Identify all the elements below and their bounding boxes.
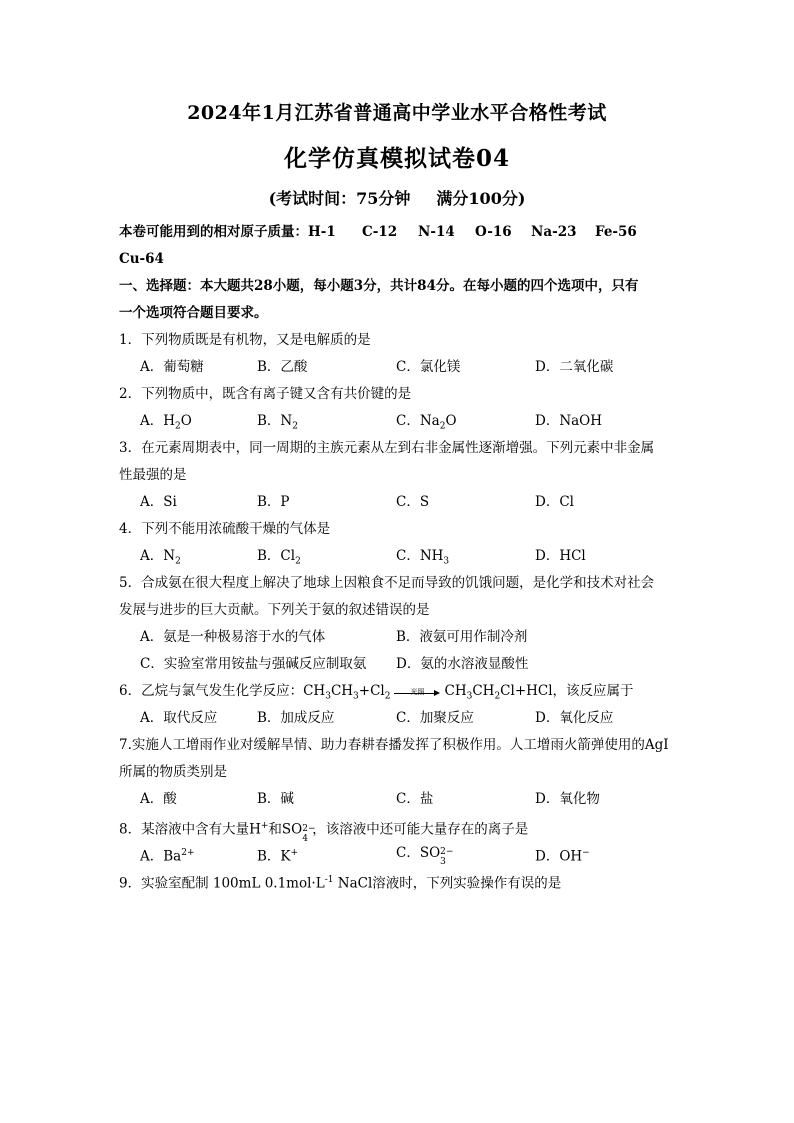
option-b: B．碱: [257, 791, 294, 807]
question-options: [119, 543, 679, 570]
question-stem: 5．合成氨在很大程度上解决了地球上因粮食不足而导致的饥饿问题，是化学和技术对社会: [119, 575, 655, 591]
question-stem: 8．某溶液中含有大量H+和SO 2− 4 ，该溶液中还可能大量存在的离子是: [119, 821, 529, 844]
option-b: B．加成反应: [257, 710, 335, 726]
option-a: A．取代反应: [140, 710, 218, 726]
question-stem: 3．在元素周期表中，同一周期的主族元素从左到右非金属性逐渐增强。下列元素中非金属: [119, 440, 655, 456]
question-stem: 发展与进步的巨大贡献。下列关于氨的叙述错误的是: [119, 602, 430, 618]
option-a: A．葡萄糖: [140, 359, 204, 375]
option-c: C．实验室常用铵盐与强碱反应制取氨: [140, 656, 367, 672]
option-b: B．乙酸: [257, 359, 308, 375]
question-stem: 9．实验室配制 100mL $0.1mol\cdot L^{-1}$ NaCl溶液时，下列实验操作有误的是: [119, 875, 562, 892]
reaction-condition: 光照: [410, 687, 425, 696]
atomic-mass-item: Cu-64: [119, 251, 164, 267]
reaction-arrow-icon: [394, 685, 440, 699]
question-stem: 6．乙烷与氯气发生化学反应：$CH_3CH_3+Cl_2$ 光照 $CH_3CH_2Cl+HCl$，该反应属于: [119, 678, 679, 705]
question-options: [119, 840, 679, 867]
option-d: D．氧化反应: [535, 710, 614, 726]
exam-title: 2024年1月江苏省普通高中学业水平合格性考试: [187, 102, 607, 124]
atomic-mass-label: 本卷可能用到的相对原子质量：: [119, 224, 308, 240]
option-c: C．S: [396, 494, 430, 510]
option-a: A．氨是一种极易溶于水的气体: [140, 629, 326, 645]
exam-time: (考试时间：75分钟: [268, 189, 411, 208]
atomic-mass-item: O-16: [475, 224, 512, 240]
option-d: D．HCl: [535, 548, 586, 564]
question-stem: 4．下列不能用浓硫酸干燥的气体是: [119, 521, 331, 537]
atomic-mass-item: C-12: [362, 224, 398, 240]
question-options: [119, 651, 679, 678]
full-score: 满分100分): [436, 189, 526, 208]
question-stem: 2．下列物质中，既含有离子键又含有共价键的是: [119, 386, 412, 402]
question-stem: 1．下列物质既是有机物，又是电解质的是: [119, 332, 371, 348]
option-a: A．$Ba^{2+}$: [140, 848, 195, 865]
section-heading: 一个选项符合题目要求。: [119, 305, 268, 321]
option-c: C．加聚反应: [396, 710, 474, 726]
option-a: A．酸: [140, 791, 177, 807]
option-c: C．盐: [396, 791, 434, 807]
option-d: D．Cl: [535, 494, 574, 510]
question-options: [119, 786, 679, 813]
option-a: A．Si: [140, 494, 177, 510]
option-d: D．NaOH: [535, 413, 603, 429]
option-b: B．液氨可用作制冷剂: [396, 629, 528, 645]
exam-subtitle: 化学仿真模拟试卷04: [283, 145, 510, 172]
question-options: [119, 354, 679, 381]
option-b: B．$N_2$: [257, 413, 298, 432]
atomic-mass-line: [119, 219, 679, 246]
atomic-mass-item: Fe-56: [595, 224, 637, 240]
option-d: D．OH−: [535, 848, 590, 865]
option-c: C．氯化镁: [396, 359, 461, 375]
option-c: C．$Na_2O$: [396, 413, 457, 432]
question-stem: 所属的物质类别是: [119, 764, 227, 780]
section-heading: 一、选择题：本大题共28小题，每小题3分，共计84分。在每小题的四个选项中，只有: [119, 278, 639, 294]
question-options: [119, 624, 679, 651]
option-c: C．$NH_3$: [396, 548, 450, 567]
exam-body: [119, 219, 679, 894]
question-stem: 性最强的是: [119, 467, 187, 483]
exam-info: [0, 186, 794, 209]
option-d: D．二氧化碳: [535, 359, 614, 375]
question-stem: 7.实施人工增雨作业对缓解旱情、助力春耕春播发挥了积极作用。人工增雨火箭弹使用的AgI: [119, 737, 669, 753]
option-a: A．$N_2$: [140, 548, 181, 567]
option-b: B．K+: [257, 848, 299, 865]
question-options: [119, 489, 679, 516]
atomic-mass-item: N-14: [418, 224, 455, 240]
atomic-mass-item: H-1: [308, 224, 336, 240]
option-d: D．氧化物: [535, 791, 600, 807]
option-b: B．$Cl_2$: [257, 548, 301, 567]
option-c: C．SO 2− 3: [396, 845, 454, 867]
atomic-mass-item: Na-23: [531, 224, 577, 240]
option-d: D．氨的水溶液显酸性: [396, 656, 529, 672]
option-b: B．P: [257, 494, 290, 510]
question-options: [119, 705, 679, 732]
question-options: [119, 408, 679, 435]
option-a: A．$H_2O$: [140, 413, 192, 432]
